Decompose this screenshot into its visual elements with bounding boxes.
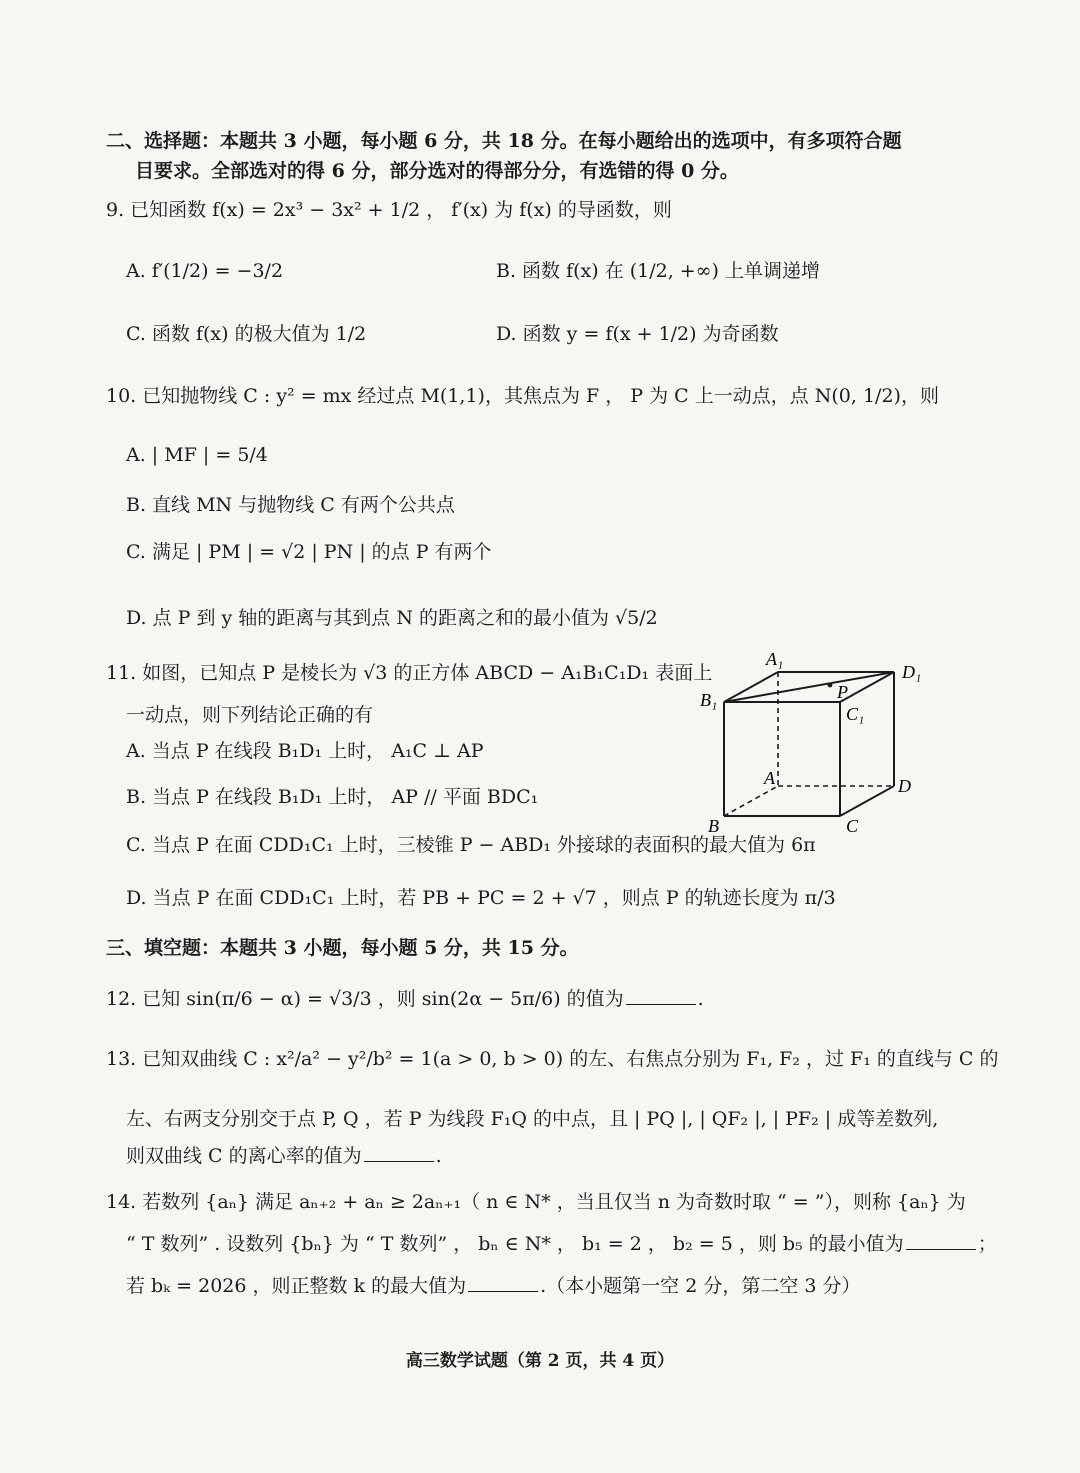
q13-line3-row bbox=[126, 1142, 442, 1170]
q11-option-b: B. 当点 P 在线段 B₁D₁ 上时， AP // 平面 BDC₁ bbox=[126, 786, 539, 808]
page-footer: 高三数学试题（第 2 页，共 4 页） bbox=[405, 1351, 675, 1371]
q10-stem: 10. 已知抛物线 C : y² = mx 经过点 M(1,1)，其焦点为 F ， P 为 C 上一动点，点 N(0, 1/2)，则 bbox=[106, 385, 939, 407]
q14-line3-row bbox=[126, 1272, 861, 1300]
label-a1: A₁ bbox=[766, 649, 784, 669]
q10-option-b: B. 直线 MN 与抛物线 C 有两个公共点 bbox=[126, 494, 455, 516]
q9-stem: 9. 已知函数 f(x) = 2x³ − 3x² + 1/2 ， f′(x) 为 f(x) 的导函数，则 bbox=[106, 199, 672, 221]
section2-heading-line1: 二、选择题：本题共 3 小题，每小题 6 分，共 18 分。在每小题给出的选项中，有多项符合题 bbox=[106, 130, 902, 152]
q14-line3: 若 bₖ = 2026 ，则正整数 k 的最大值为 bbox=[126, 1275, 467, 1297]
label-d1: D₁ bbox=[902, 662, 922, 682]
q13-answer-blank bbox=[364, 1143, 434, 1162]
q9-option-c: C. 函数 f(x) 的极大值为 1/2 bbox=[126, 323, 367, 345]
section3-heading: 三、填空题：本题共 3 小题，每小题 5 分，共 15 分。 bbox=[106, 937, 579, 959]
q11-option-d: D. 当点 P 在面 CDD₁C₁ 上时，若 PB + PC = 2 + √7 ，则点 P 的轨迹长度为 π/3 bbox=[126, 887, 836, 909]
q10-option-c: C. 满足 | PM | = √2 | PN | 的点 P 有两个 bbox=[126, 541, 492, 563]
q13-end: . bbox=[435, 1145, 442, 1167]
q13-line3: 则双曲线 C 的离心率的值为 bbox=[126, 1145, 362, 1167]
label-a: A bbox=[764, 768, 775, 788]
section2-heading-line2: 目要求。全部选对的得 6 分，部分选对的得部分分，有选错的得 0 分。 bbox=[135, 160, 739, 182]
label-c: C bbox=[846, 816, 859, 836]
q12-end: . bbox=[697, 988, 704, 1010]
q12-stem: 12. 已知 sin(π/6 − α) = √3/3 ，则 sin(2α − 5π/6) 的值为 bbox=[106, 988, 624, 1010]
q14-line2-row bbox=[126, 1230, 997, 1258]
label-d: D bbox=[898, 776, 911, 796]
q10-option-a: A. | MF | = 5/4 bbox=[126, 444, 268, 466]
q11-stem-line1: 11. 如图，已知点 P 是棱长为 √3 的正方体 ABCD − A₁B₁C₁D₁ 表面上 bbox=[106, 662, 713, 684]
q14-answer-blank-1 bbox=[906, 1231, 976, 1250]
q14-answer-blank-2 bbox=[468, 1273, 538, 1292]
label-c1: C₁ bbox=[846, 704, 865, 724]
q12-line bbox=[106, 985, 704, 1013]
q14-line2-end: ； bbox=[977, 1233, 997, 1255]
q9-option-d: D. 函数 y = f(x + 1/2) 为奇函数 bbox=[496, 323, 779, 345]
q14-line3-end: .（本小题第一空 2 分，第二空 3 分） bbox=[540, 1275, 861, 1297]
label-b: B bbox=[708, 816, 719, 836]
q14-line1: 14. 若数列 {aₙ} 满足 aₙ₊₂ + aₙ ≥ 2aₙ₊₁（ n ∈ N* ，当且仅当 n 为奇数时取 “ = ”），则称 {aₙ} 为 bbox=[106, 1191, 966, 1213]
label-p: P bbox=[837, 682, 848, 702]
q13-line1: 13. 已知双曲线 C : x²/a² − y²/b² = 1(a > 0, b > 0) 的左、右焦点分别为 F₁, F₂ ，过 F₁ 的直线与 C 的 bbox=[106, 1048, 999, 1070]
q12-answer-blank bbox=[626, 986, 696, 1005]
q11-stem-line2: 一动点，则下列结论正确的有 bbox=[126, 704, 374, 726]
q11-option-c: C. 当点 P 在面 CDD₁C₁ 上时，三棱锥 P − ABD₁ 外接球的表面积的最大值为 6π bbox=[126, 834, 816, 856]
label-b1: B₁ bbox=[700, 690, 718, 710]
q13-line2: 左、右两支分别交于点 P, Q ，若 P 为线段 F₁Q 的中点，且 | PQ |, | QF₂ |, | PF₂ | 成等差数列, bbox=[126, 1108, 939, 1130]
q11-option-a: A. 当点 P 在线段 B₁D₁ 上时， A₁C ⊥ AP bbox=[126, 740, 484, 762]
q14-line2: “ T 数列” . 设数列 {bₙ} 为 “ T 数列” ， bₙ ∈ N* ， b₁ = 2 ， b₂ = 5 ，则 b₅ 的最小值为 bbox=[126, 1233, 904, 1255]
q9-option-a: A. f′(1/2) = −3/2 bbox=[126, 260, 284, 282]
q9-option-b: B. 函数 f(x) 在 (1/2, +∞) 上单调递增 bbox=[496, 260, 821, 282]
cube-figure bbox=[700, 648, 940, 840]
q10-option-d: D. 点 P 到 y 轴的距离与其到点 N 的距离之和的最小值为 √5/2 bbox=[126, 607, 658, 629]
